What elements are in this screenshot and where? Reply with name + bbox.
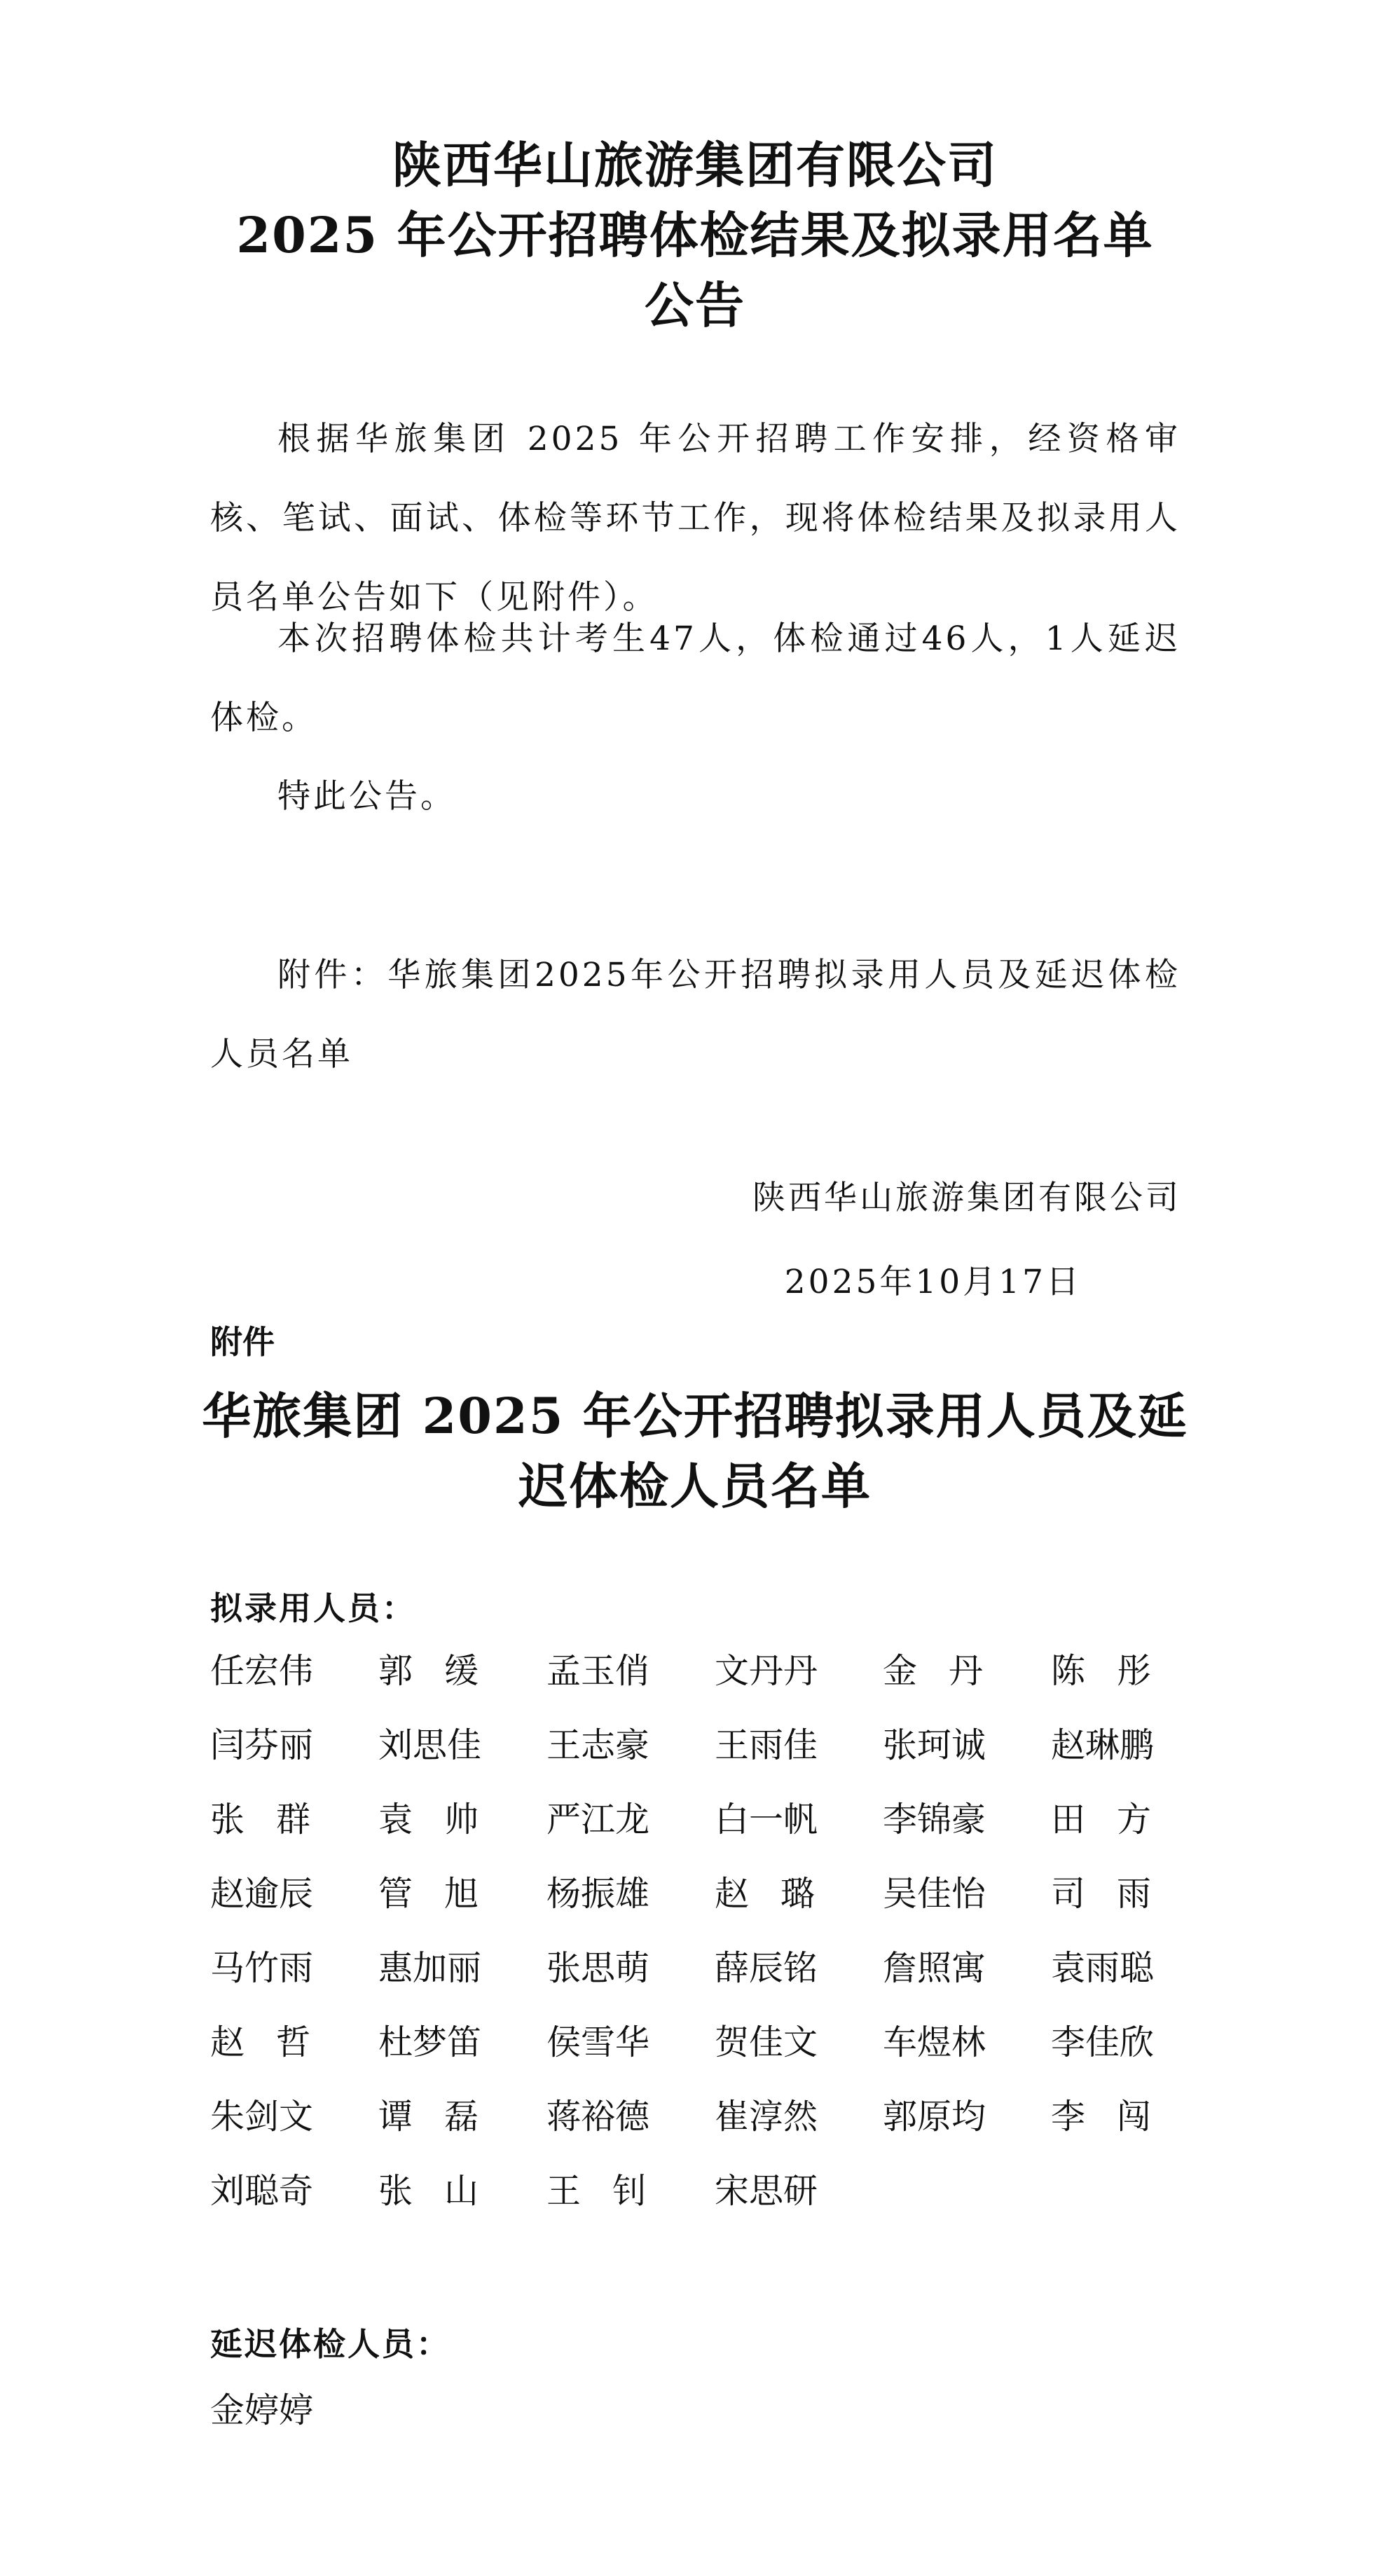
proposed-hire-name: 张思萌 [546,1948,650,1988]
proposed-hire-name: 吴佳怡 [883,1874,986,1914]
announcement-title-line-2: 2025 年公开招聘体检结果及拟录用名单 [236,206,1154,264]
announcement-paragraph-3: 特此公告。 [277,777,456,816]
proposed-hire-name: 车煜林 [883,2022,986,2062]
proposed-hire-name: 杜梦笛 [378,2022,482,2062]
proposed-hire-name: 詹照寓 [883,1948,986,1988]
proposed-hire-name: 司雨 [1051,1874,1183,1914]
announcement-title-line-3: 公告 [645,276,745,334]
proposed-hire-name: 李闯 [1051,2097,1183,2137]
proposed-hire-name: 侯雪华 [546,2022,650,2062]
proposed-hires-list [210,1640,1205,2234]
proposed-hires-label: 拟录用人员： [210,1589,416,1627]
proposed-hire-name: 李佳欣 [1051,2022,1155,2062]
attachment-title-line-1: 华旅集团 2025 年公开招聘拟录用人员及延 [202,1387,1188,1445]
proposed-hire-name: 刘聪奇 [210,2171,314,2211]
proposed-hire-name: 白一帆 [715,1800,818,1839]
proposed-hire-name: 陈彤 [1051,1651,1183,1691]
proposed-hire-name: 闫芬丽 [210,1725,314,1765]
proposed-hire-name: 贺佳文 [715,2022,818,2062]
signature-date: 2025年10月17日 [784,1263,1082,1301]
proposed-hire-name: 张山 [378,2171,511,2211]
proposed-hire-name: 崔淳然 [715,2097,818,2137]
proposed-hire-name: 赵璐 [715,1874,847,1914]
delayed-exam-label: 延迟体检人员： [210,2325,450,2363]
proposed-hire-name: 田方 [1051,1800,1183,1839]
proposed-hire-name: 郭缓 [378,1651,511,1691]
proposed-hire-name: 袁雨聪 [1051,1948,1155,1988]
attachment-note: 附件：华旅集团2025年公开招聘拟录用人员及延迟体检人员名单 [210,956,1181,1074]
proposed-hire-name: 马竹雨 [210,1948,314,1988]
announcement-title-line-1: 陕西华山旅游集团有限公司 [392,136,998,194]
proposed-hire-name: 杨振雄 [546,1874,650,1914]
proposed-hire-name: 李锦豪 [883,1800,986,1839]
proposed-hire-name: 孟玉俏 [546,1651,650,1691]
proposed-hire-name: 薛辰铭 [715,1948,818,1988]
proposed-hire-name: 谭磊 [378,2097,511,2137]
proposed-hire-name: 文丹丹 [715,1651,818,1691]
proposed-hire-name: 管旭 [378,1874,511,1914]
proposed-hire-name: 蒋裕德 [546,2097,650,2137]
announcement-paragraph-2: 本次招聘体检共计考生47人，体检通过46人，1人延迟体检。 [210,619,1181,737]
proposed-hire-name: 宋思研 [715,2171,818,2211]
proposed-hire-name: 张群 [210,1800,343,1839]
attachment-title-line-2: 迟体检人员名单 [518,1457,872,1515]
proposed-hire-name: 郭原均 [883,2097,986,2137]
announcement-paragraph-1: 根据华旅集团 2025 年公开招聘工作安排，经资格审核、笔试、面试、体检等环节工作，现将体检结果及拟录用人员名单公告如下（见附件）。 [210,420,1181,617]
proposed-hire-name: 张珂诚 [883,1725,986,1765]
proposed-hire-name: 赵逾辰 [210,1874,314,1914]
proposed-hire-name: 朱剑文 [210,2097,314,2137]
proposed-hire-name: 任宏伟 [210,1651,314,1691]
proposed-hire-name: 严江龙 [546,1800,650,1839]
proposed-hire-name: 金丹 [883,1651,1015,1691]
proposed-hire-name: 王志豪 [546,1725,650,1765]
delayed-exam-name: 金婷婷 [210,2390,314,2430]
attachment-label: 附件 [210,1323,275,1361]
proposed-hire-name: 王钊 [546,2171,679,2211]
proposed-hire-name: 刘思佳 [378,1725,482,1765]
signature-org: 陕西华山旅游集团有限公司 [752,1179,1181,1217]
proposed-hire-name: 赵琳鹏 [1051,1725,1155,1765]
proposed-hire-name: 惠加丽 [378,1948,482,1988]
proposed-hire-name: 赵哲 [210,2022,343,2062]
proposed-hire-name: 王雨佳 [715,1725,818,1765]
proposed-hire-name: 袁帅 [378,1800,511,1839]
